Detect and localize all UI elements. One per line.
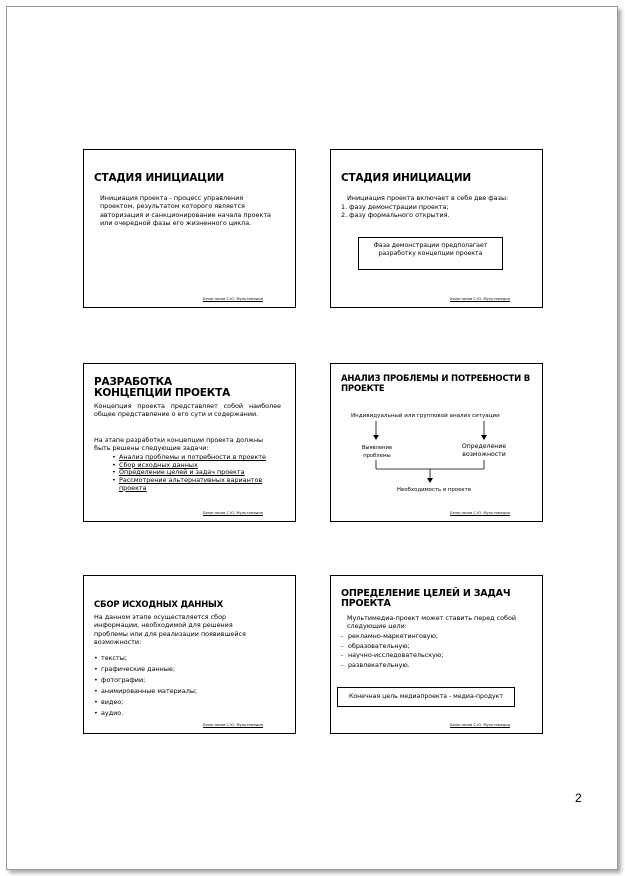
slide-footer: Белоглазов С.Ю. Мультимедиа	[450, 511, 510, 515]
data-types-list	[94, 653, 274, 719]
slide-thumbnail-5	[83, 575, 296, 734]
slide-intro-text: Мультимедиа-проект может ставить перед собой следующие цели:	[347, 614, 517, 631]
list-item: • анимированные материалы;	[94, 686, 274, 697]
list-item: - рекламно-маркетинговую;	[341, 632, 531, 642]
slide-thumbnail-2	[330, 149, 543, 308]
diagram-top-label: Индивидуальный или групповой анализ ситуации	[351, 413, 500, 419]
list-item: • Определение целей и задач проекта	[112, 469, 280, 477]
slide-thumbnail-4	[330, 363, 543, 522]
list-item: • аудио.	[94, 708, 274, 719]
list-item: • графические данные;	[94, 664, 274, 675]
list-item: 1. фазу демонстрации проекта;	[341, 203, 449, 211]
diagram-bottom-label: Необходимость в проекте	[396, 487, 472, 493]
diagram-right-label: Определение возможности	[461, 443, 507, 458]
slide-title: АНАЛИЗ ПРОБЛЕМЫ И ПОТРЕБНОСТИ В ПРОЕКТЕ	[341, 374, 531, 394]
slide-title: СТАДИЯ ИНИЦИАЦИИ	[94, 172, 225, 184]
slide-title: РАЗРАБОТКА КОНЦЕПЦИИ ПРОЕКТА	[94, 376, 231, 399]
slide-title: СТАДИЯ ИНИЦИАЦИИ	[341, 172, 472, 184]
task-list	[112, 454, 280, 493]
slide-footer: Белоглазов С.Ю. Мультимедиа	[450, 297, 510, 301]
list-item: 2. фазу формального открытия.	[341, 211, 450, 220]
slide-title: ОПРЕДЕЛЕНИЕ ЦЕЛЕЙ И ЗАДАЧ ПРОЕКТА	[341, 588, 511, 609]
slide-thumbnail-3	[83, 363, 296, 522]
list-item: • видео;	[94, 697, 274, 708]
slide-thumbnail-6	[330, 575, 543, 734]
slide-paragraph-1: Концепция проекта представляет собой наиболее общее представление о его сути и содержании.	[94, 402, 281, 419]
list-item: • Анализ проблемы и потребности в проекте	[112, 454, 280, 462]
document-page	[6, 6, 618, 870]
slide-footer: Белоглазов С.Ю. Мультимедиа	[450, 723, 510, 727]
slide-footer: Белоглазов С.Ю. Мультимедиа	[203, 511, 263, 515]
phase-list	[341, 203, 531, 220]
callout-box: Конечная цель медиапроекта - медиа-продукт	[337, 687, 515, 707]
slide-intro-text: На данном этапе осуществляется сбор информации, необходимой для решения проблемы или для реализации появившейся возможности:	[94, 613, 246, 646]
slide-footer: Белоглазов С.Ю. Мультимедиа	[203, 723, 263, 727]
slide-intro-text: Инициация проекта включает в себя две фазы:	[347, 194, 509, 202]
list-item: - научно-исследовательскую;	[341, 651, 531, 661]
callout-box: Фаза демонстрации предполагает разработку концепции проекта	[358, 237, 503, 270]
list-item: • Сбор исходных данных	[112, 462, 280, 470]
list-item: • Рассмотрение альтернативных вариантов проекта	[112, 477, 280, 492]
list-item: • фотографии;	[94, 675, 274, 686]
list-item: • тексты;	[94, 653, 274, 664]
page-number: 2	[575, 791, 582, 805]
slide-title: СБОР ИСХОДНЫХ ДАННЫХ	[94, 600, 224, 610]
slide-thumbnail-1	[83, 149, 296, 308]
slide-footer: Белоглазов С.Ю. Мультимедиа	[203, 297, 263, 301]
list-item: - образовательную;	[341, 642, 531, 652]
slide-body-text: Инициация проекта - процесс управления проектом, результатом которого является авторизация и санкционирование начала проекта или очередной фазы его жизненного цикла.	[100, 194, 271, 227]
list-item: - развлекательную.	[341, 661, 531, 671]
diagram-left-label: Выявление проблемы	[361, 445, 393, 459]
slide-paragraph-2: На этапе разработки концепции проекта должны быть решены следующие задачи:	[94, 436, 264, 453]
goals-list	[341, 632, 531, 670]
